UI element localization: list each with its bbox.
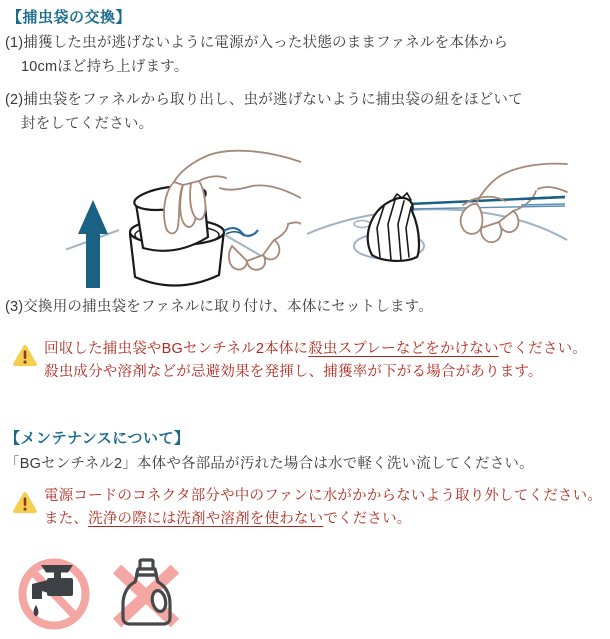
step-1-line-1: (1)捕獲した虫が逃げないように電源が入った状態のままファネルを本体から bbox=[5, 35, 509, 51]
caution-washing bbox=[12, 485, 604, 531]
caution-text-underlined: 殺虫スプレーなどをかけない bbox=[308, 341, 499, 357]
caution-insecticide bbox=[12, 338, 604, 384]
caution-text: 回収した捕虫袋やBGセンチネル2本体に bbox=[44, 341, 309, 357]
caution-washing-line-2 bbox=[44, 508, 602, 531]
caution-insecticide-line-2: 殺虫成分や溶剤などが忌避効果を発揮し、捕獲率が下がる場合があります。 bbox=[44, 364, 543, 380]
caution-insecticide-text bbox=[44, 338, 587, 384]
bag-exchange-title: 【捕虫袋の交換】 bbox=[7, 9, 132, 26]
caution-insecticide-line-1 bbox=[44, 338, 587, 361]
prohibition-icons bbox=[14, 556, 188, 634]
warning-triangle-icon bbox=[12, 343, 38, 367]
maintenance-body: 「BGセンチネル2」本体や各部品が汚れた場合は水で軽く洗い流してください。 bbox=[5, 456, 534, 472]
caution-washing-text bbox=[44, 485, 602, 531]
step-1-line-2: 10cmほど持ち上げます。 bbox=[21, 59, 189, 75]
step-2 bbox=[5, 88, 523, 136]
step-3: (3)交換用の捕虫袋をファネルに取り付け、本体にセットします。 bbox=[5, 299, 433, 315]
step-2-line-1: (2)捕虫袋をファネルから取り出し、虫が逃げないように捕虫袋の紐をほどいて bbox=[5, 92, 523, 108]
no-detergent-icon bbox=[104, 556, 188, 634]
caution-washing-line-1: 電源コードのコネクタ部分や中のファンに水がかからないよう取り外してください。 bbox=[44, 488, 603, 504]
caution-text: でください。 bbox=[323, 511, 412, 527]
maintenance-title: 【メンテナンスについて】 bbox=[5, 430, 190, 447]
no-tap-water-icon bbox=[14, 556, 94, 634]
illustration-lift-funnel bbox=[66, 138, 301, 296]
step-1 bbox=[5, 31, 508, 79]
caution-text: でください。 bbox=[498, 341, 587, 357]
illustration-tie-bag bbox=[305, 158, 570, 293]
warning-triangle-icon bbox=[12, 490, 38, 514]
step-2-line-2: 封をしてください。 bbox=[21, 116, 154, 132]
caution-text: また、 bbox=[44, 511, 89, 527]
caution-text-underlined: 洗浄の際には洗剤や溶剤を使わない bbox=[88, 511, 324, 527]
